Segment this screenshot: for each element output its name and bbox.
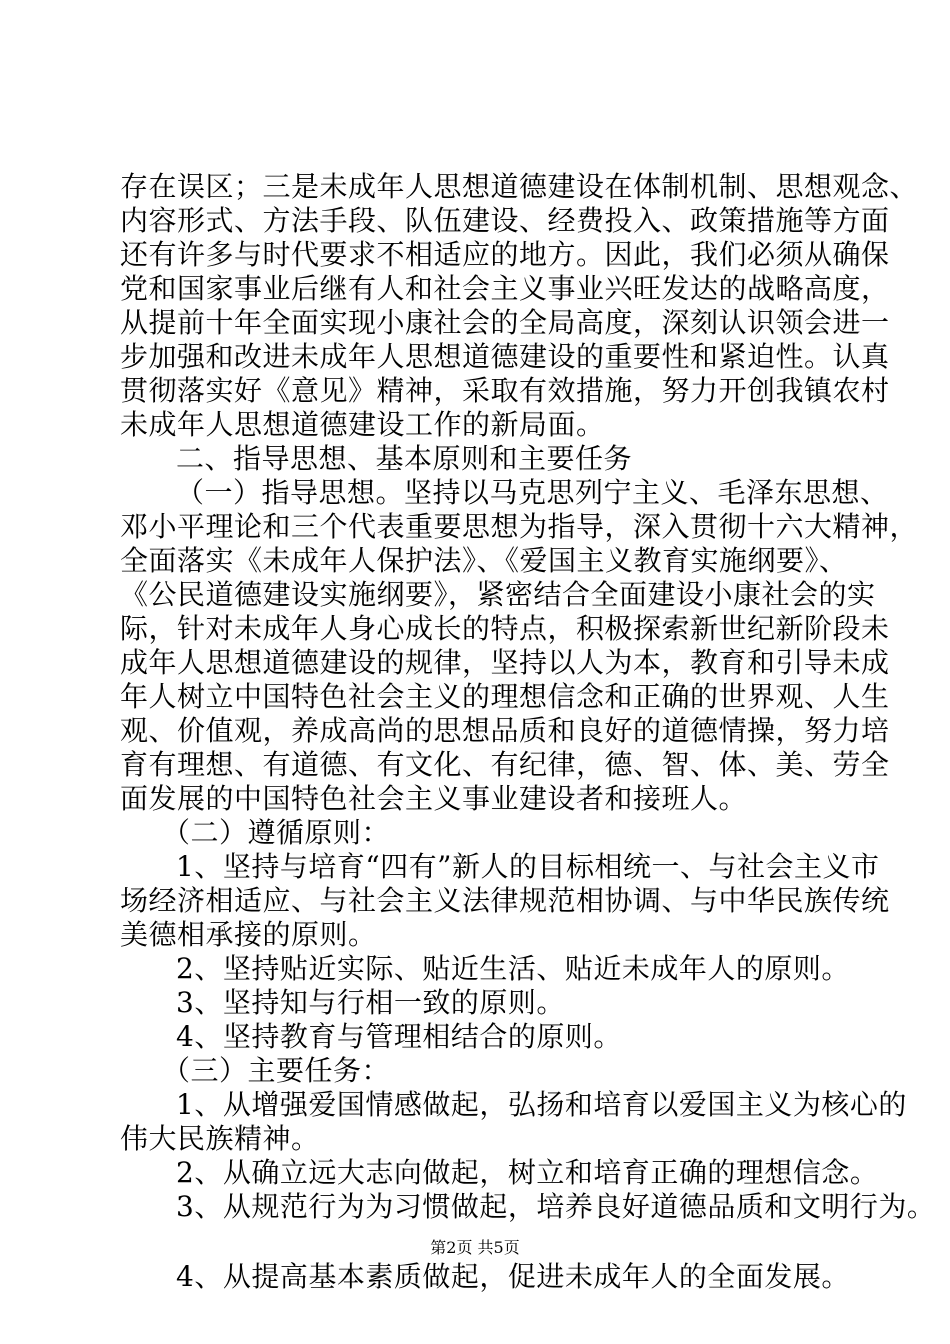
- paragraph-line: 《公民道德建设实施纲要》，紧密结合全面建设小康社会的实: [120, 578, 876, 611]
- paragraph-line: 1、坚持与培育“四有”新人的目标相统一、与社会主义市: [176, 850, 880, 883]
- document-body: [120, 170, 936, 1294]
- subsection-heading: （二）遵循原则：: [162, 816, 391, 849]
- paragraph-line: 邓小平理论和三个代表重要思想为指导，深入贯彻十六大精神，: [120, 510, 919, 543]
- paragraph-line: 内容形式、方法手段、队伍建设、经费投入、政策措施等方面: [120, 204, 890, 237]
- paragraph-line: 贯彻落实好《意见》精神，采取有效措施，努力开创我镇农村: [120, 374, 890, 407]
- paragraph-line: 美德相承接的原则。: [120, 918, 377, 951]
- paragraph-line: 年人树立中国特色社会主义的理想信念和正确的世界观、人生: [120, 680, 890, 713]
- paragraph-line: 还有许多与时代要求不相适应的地方。因此，我们必须从确保: [120, 238, 890, 271]
- paragraph-line: 际，针对未成年人身心成长的特点，积极探索新世纪新阶段未: [120, 612, 890, 645]
- paragraph-line: 场经济相适应、与社会主义法律规范相协调、与中华民族传统: [120, 884, 890, 917]
- subsection-heading: （三）主要任务：: [162, 1054, 391, 1087]
- paragraph-line: 党和国家事业后继有人和社会主义事业兴旺发达的战略高度，: [120, 272, 890, 305]
- paragraph-line: 育有理想、有道德、有文化、有纪律，德、智、体、美、劳全: [120, 748, 890, 781]
- paragraph-line: 成年人思想道德建设的规律，坚持以人为本，教育和引导未成: [120, 646, 890, 679]
- list-item: 2、坚持贴近实际、贴近生活、贴近未成年人的原则。: [176, 952, 850, 985]
- paragraph-line: 从提前十年全面实现小康社会的全局高度，深刻认识领会进一: [120, 306, 890, 339]
- paragraph-line: 面发展的中国特色社会主义事业建设者和接班人。: [120, 782, 748, 815]
- list-item: 4、坚持教育与管理相结合的原则。: [176, 1020, 622, 1053]
- paragraph-line: 伟大民族精神。: [120, 1122, 320, 1155]
- paragraph-line: 存在误区；三是未成年人思想道德建设在体制机制、思想观念、: [120, 170, 919, 203]
- page-footer: 第2页 共5页: [430, 1238, 520, 1257]
- section-heading: 二、指导思想、基本原则和主要任务: [176, 442, 633, 475]
- list-item: 2、从确立远大志向做起，树立和培育正确的理想信念。: [176, 1156, 879, 1189]
- paragraph-line: 全面落实《未成年人保护法》、《爱国主义教育实施纲要》、: [120, 544, 848, 577]
- list-item: 4、从提高基本素质做起，促进未成年人的全面发展。: [176, 1260, 850, 1293]
- paragraph-line: 步加强和改进未成年人思想道德建设的重要性和紧迫性。认真: [120, 340, 890, 373]
- paragraph-line: 观、价值观，养成高尚的思想品质和良好的道德情操，努力培: [120, 714, 890, 747]
- paragraph-line: 1、从增强爱国情感做起，弘扬和培育以爱国主义为核心的: [176, 1088, 907, 1121]
- list-item: 3、坚持知与行相一致的原则。: [176, 986, 565, 1019]
- paragraph-line: （一）指导思想。坚持以马克思列宁主义、毛泽东思想、: [176, 476, 889, 509]
- list-item: 3、从规范行为为习惯做起，培养良好道德品质和文明行为。: [176, 1190, 936, 1223]
- paragraph-line: 未成年人思想道德建设工作的新局面。: [120, 408, 605, 441]
